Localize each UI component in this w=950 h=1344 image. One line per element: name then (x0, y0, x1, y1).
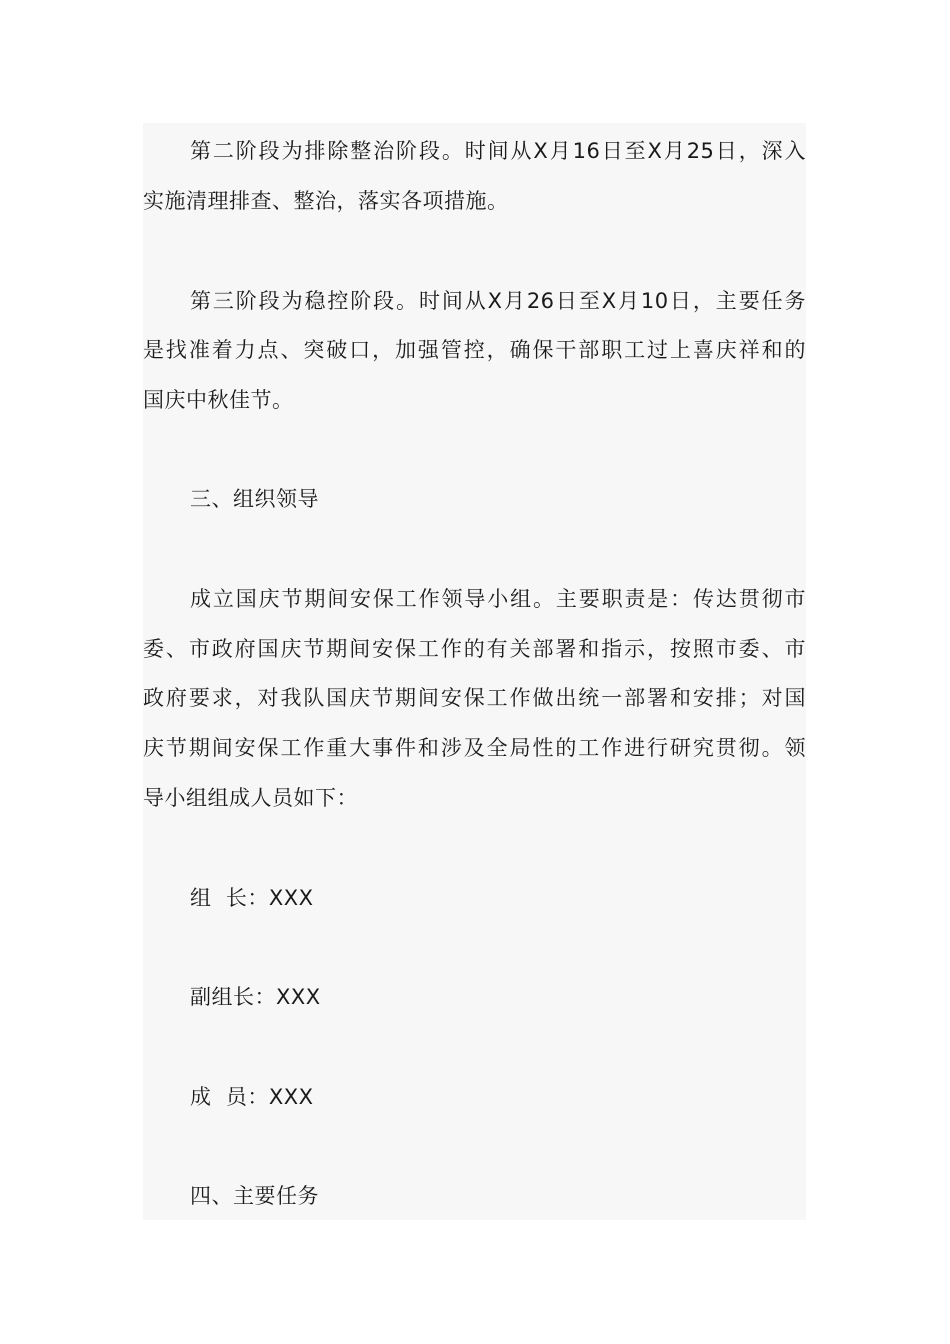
paragraph-stage3-line1: 第三阶段为稳控阶段。时间从X月26日至X月10日，主要任务 (190, 289, 806, 313)
paragraph-stage2-line2: 实施清理排查、整治，落实各项措施。 (143, 189, 509, 213)
paragraph-stage2-line1: 第二阶段为排除整治阶段。时间从X月16日至X月25日，深入 (190, 139, 806, 163)
paragraph-leadership-line4: 庆节期间安保工作重大事件和涉及全局性的工作进行研究贯彻。领 (143, 736, 806, 760)
leader-entry: 组 长：XXX (190, 886, 314, 910)
paragraph-leadership-line5: 导小组组成人员如下： (143, 786, 358, 810)
deputy-leader-entry: 副组长：XXX (190, 985, 321, 1009)
paragraph-leadership-line3: 政府要求，对我队国庆节期间安保工作做出统一部署和安排；对国 (143, 686, 806, 710)
paragraph-leadership-line1: 成立国庆节期间安保工作领导小组。主要职责是：传达贯彻市 (190, 587, 806, 611)
section-heading-main-tasks: 四、主要任务 (190, 1184, 319, 1208)
member-entry: 成 员：XXX (190, 1085, 314, 1109)
document-page (143, 123, 806, 1220)
paragraph-stage3-line2: 是找准着力点、突破口，加强管控，确保干部职工过上喜庆祥和的 (143, 338, 806, 362)
section-heading-leadership: 三、组织领导 (190, 487, 319, 511)
paragraph-stage3-line3: 国庆中秋佳节。 (143, 388, 294, 412)
paragraph-leadership-line2: 委、市政府国庆节期间安保工作的有关部署和指示，按照市委、市 (143, 637, 806, 661)
